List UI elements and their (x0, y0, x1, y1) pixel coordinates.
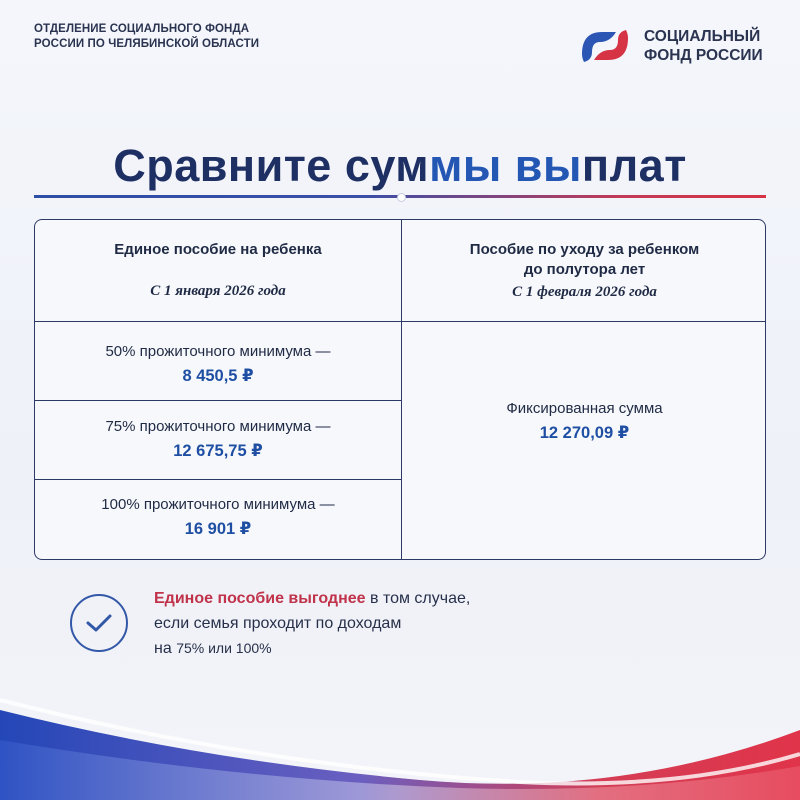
fixed-sum-value: 12 270,09 ₽ (539, 424, 630, 442)
note-text (154, 586, 470, 661)
left-column-header (35, 220, 401, 321)
title-underline-dot (397, 193, 406, 202)
decorative-wave (0, 670, 800, 800)
note-line3-prefix: на (154, 640, 177, 657)
left-row-100 (35, 496, 401, 539)
org-name-line1: ОТДЕЛЕНИЕ СОЦИАЛЬНОГО ФОНДА (34, 23, 250, 35)
check-circle-icon (70, 594, 128, 652)
left-header-date: С 1 января 2026 года (150, 283, 286, 299)
row-label: 100% прожиточного минимума — (101, 496, 335, 513)
left-header-title: Единое пособие на ребенка (114, 241, 322, 258)
fixed-sum-label: Фиксированная сумма (506, 400, 663, 417)
sfr-logo-text (644, 27, 763, 65)
note-line2: если семья проходит по доходам (154, 615, 402, 632)
left-row-50 (35, 343, 401, 386)
table-divider-row2 (35, 479, 401, 480)
note-line1-rest: в том случае, (365, 590, 471, 607)
right-column-header (402, 220, 766, 321)
row-value: 8 450,5 ₽ (182, 367, 254, 385)
org-name-line2: РОССИИ ПО ЧЕЛЯБИНСКОЙ ОБЛАСТИ (34, 38, 260, 50)
note-line3-pct: 75% или 100% (176, 640, 272, 656)
left-row-75 (35, 418, 401, 461)
row-value: 12 675,75 ₽ (173, 442, 263, 460)
row-value: 16 901 ₽ (184, 520, 252, 538)
title-part3: плат (581, 140, 687, 191)
org-name (34, 22, 259, 52)
sfr-logo (576, 24, 763, 68)
note-line3 (154, 636, 470, 661)
logo-text-line1: СОЦИАЛЬНЫЙ (644, 28, 761, 45)
page-title (0, 140, 800, 192)
row-label: 75% прожиточного минимума — (105, 418, 331, 435)
title-part2: мы вы (429, 140, 582, 191)
row-label: 50% прожиточного минимума — (105, 343, 331, 360)
table-divider-row1 (35, 400, 401, 401)
right-header-title-line2: до полутора лет (523, 261, 646, 278)
sfr-logo-icon (576, 24, 634, 68)
right-header-title-line1: Пособие по уходу за ребенком (469, 241, 700, 258)
right-header-date: С 1 февраля 2026 года (512, 284, 657, 300)
title-part1: Сравните сум (113, 140, 430, 191)
comparison-table (34, 219, 766, 560)
table-divider-header (35, 321, 766, 322)
note-highlight: Единое пособие выгоднее (154, 590, 366, 607)
note-line1 (154, 586, 470, 611)
logo-text-line2: ФОНД РОССИИ (644, 47, 763, 64)
right-fixed-sum-cell (402, 400, 766, 443)
